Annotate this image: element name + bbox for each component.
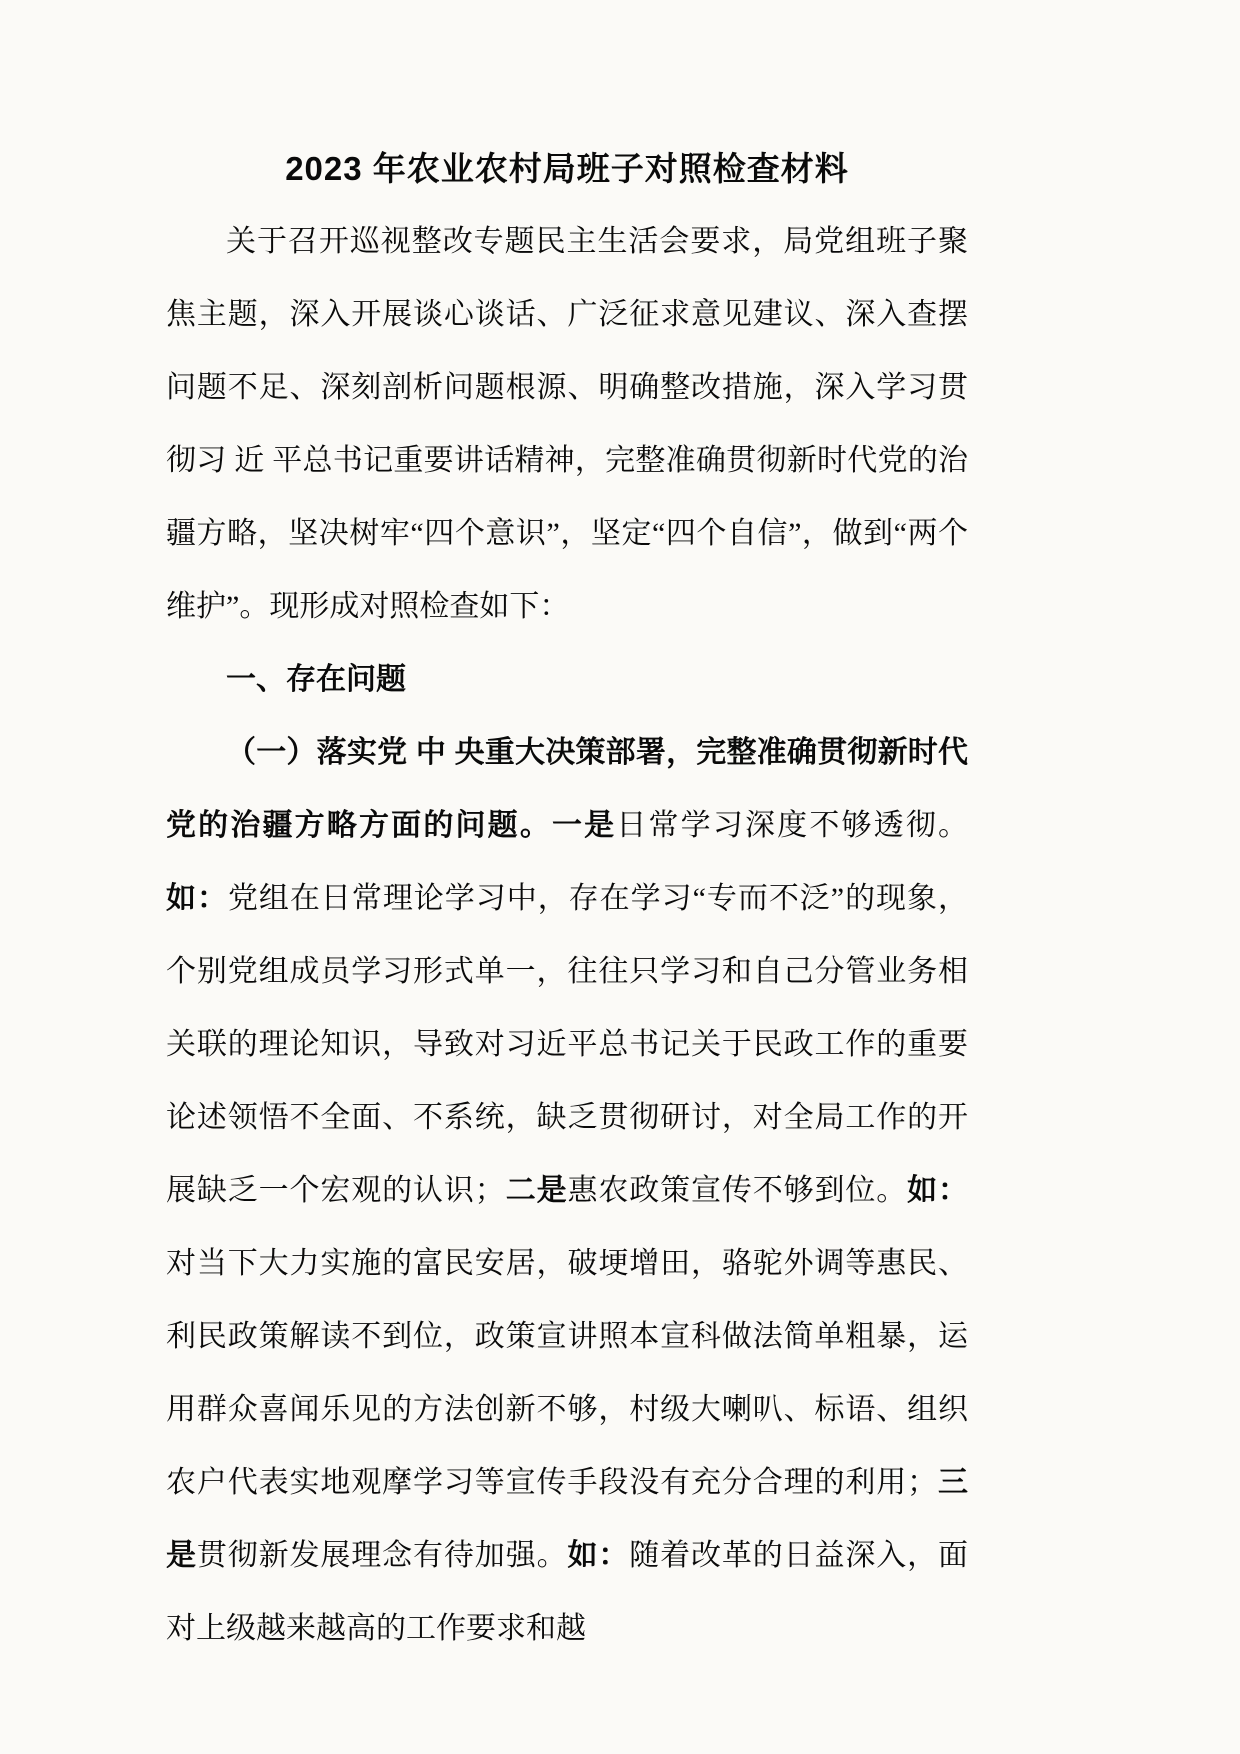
text-run: 党组在日常理论学习中，存在学习“专而不泛”的现象，个别党组成员学习形式单一，往往只学习和自己分管业务相关联的理论知识，导致对习近平总书记关于民政工作的重要论述领悟不全面、不系统，缺乏贯彻研讨，对全局工作的开展缺乏一个宏观的认识； bbox=[166, 882, 968, 1207]
bold-text-run: 一是 bbox=[552, 809, 617, 842]
section-1-heading: 一、存在问题 bbox=[226, 663, 406, 696]
intro-paragraph bbox=[166, 205, 968, 643]
bold-text-run: （一）落实党 中 央重大决策部署，完整准确贯彻新时代党的治疆方略方面的问题。 bbox=[166, 736, 968, 842]
text-run: 关于召开巡视整改专题民主生活会要求，局党组班子聚焦主题，深入开展谈心谈话、广泛征求意见建议、深入查摆问题不足、深刻剖析问题根源、明确整改措施，深入学习贯彻习 近 平总书记重要讲话精神，完整准确贯彻新时代党的治疆方略，坚决树牢“四个意识”，坚定“四个自信”，做到“两个维护”。现形成对照检查如下： bbox=[166, 225, 968, 623]
bold-text-run: 如： bbox=[907, 1174, 969, 1207]
text-run: 日常学习深度不够透彻。 bbox=[616, 809, 969, 842]
document-title: 2023 年农业农村局班子对照检查材料 bbox=[285, 150, 849, 187]
section-1-paragraph bbox=[166, 716, 968, 1665]
text-run: 惠农政策宣传不够到位。 bbox=[567, 1174, 908, 1207]
text-run: 随着改革的日益深入，面对上级越来越高的工作要求和越 bbox=[166, 1539, 969, 1645]
bold-text-run: 如： bbox=[166, 882, 228, 915]
bold-text-run: 二是 bbox=[504, 1174, 568, 1207]
bold-text-run: 三是 bbox=[166, 1466, 969, 1572]
bold-text-run: 如： bbox=[567, 1539, 630, 1572]
text-run: 对当下大力实施的富民安居，破埂增田，骆驼外调等惠民、利民政策解读不到位，政策宣讲照本宣科做法简单粗暴，运用群众喜闻乐见的方法创新不够，村级大喇叭、标语、组织农户代表实地观摩学习等宣传手段没有充分合理的利用； bbox=[166, 1247, 968, 1499]
text-run: 贯彻新发展理念有待加强。 bbox=[196, 1539, 568, 1572]
